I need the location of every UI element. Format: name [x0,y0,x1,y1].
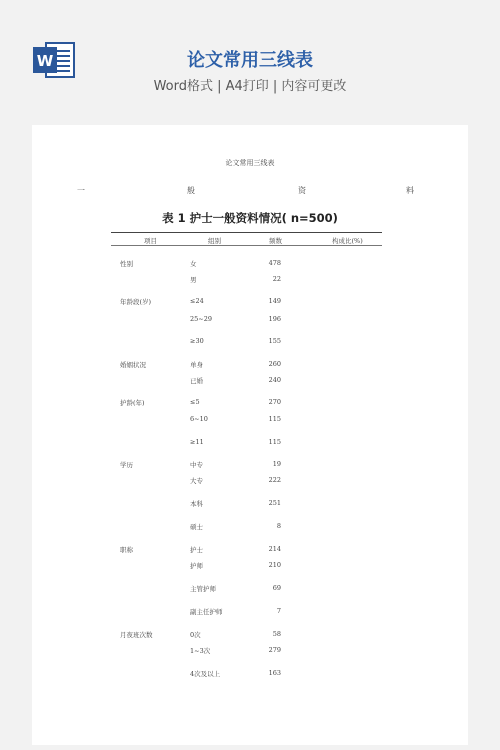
table-cell-frequency: 58 [272,630,281,638]
table-cell-frequency: 478 [268,259,281,267]
table-cell-frequency: 69 [272,584,281,592]
document-page [32,125,468,745]
document-title: 论文常用三线表 [225,159,275,167]
table-cell-frequency: 7 [276,607,281,615]
svg-text:W: W [36,52,54,70]
spread-char-2: 般 [187,186,195,195]
table-cell-item: 职称 [120,546,133,554]
table-cell-frequency: 279 [268,646,281,654]
table-cell-frequency: 8 [276,522,281,530]
table-cell-group: 4次及以上 [190,670,221,678]
table-cell-frequency: 163 [268,669,281,677]
table-cell-group: 护士 [190,546,203,554]
page-title: 论文常用三线表 [187,50,313,71]
table-cell-item: 性别 [120,260,133,268]
table-cell-group: ≤5 [190,398,200,406]
table-cell-group: ≤24 [190,297,204,305]
table-cell-frequency: 155 [268,337,281,345]
table-cell-frequency: 251 [268,499,281,507]
table-cell-frequency: 260 [268,360,281,368]
table-cell-group: 女 [190,260,197,268]
table-cell-item: 婚姻状况 [120,361,146,369]
table-cell-group: 0次 [190,631,201,639]
table-cell-group: ≥30 [190,337,204,345]
spread-char-1: 一 [77,186,85,195]
spread-char-3: 资 [298,186,306,195]
table-cell-group: ≥11 [190,438,204,446]
column-header-item: 项目 [144,237,157,245]
table-cell-group: 25~29 [190,315,212,323]
spread-char-4: 料 [406,186,414,195]
column-header-frequency: 频数 [269,237,282,245]
table-cell-group: 主管护师 [190,585,216,593]
table-cell-frequency: 222 [268,476,281,484]
table-cell-item: 年龄段(岁) [120,298,152,306]
table-cell-group: 硕士 [190,523,203,531]
table-cell-frequency: 196 [268,315,281,323]
table-cell-frequency: 19 [272,460,281,468]
table-header-rule [111,245,382,246]
table-cell-group: 单身 [190,361,203,369]
table-top-rule [111,232,382,233]
table-cell-group: 护师 [190,562,203,570]
table-caption: 表 1 护士一般资料情况( n=500) [162,211,338,225]
table-cell-item: 月夜班次数 [120,631,153,639]
page-header [0,0,500,110]
table-cell-group: 男 [190,276,197,284]
table-cell-frequency: 214 [268,545,281,553]
table-cell-group: 本科 [190,500,203,508]
column-header-ratio: 构成比(%) [332,237,363,245]
table-cell-group: 1~3次 [190,647,211,655]
table-cell-frequency: 240 [268,376,281,384]
table-cell-item: 护龄(年) [120,399,145,407]
table-cell-frequency: 115 [268,415,281,423]
table-cell-group: 副主任护师 [190,608,223,616]
table-cell-group: 中专 [190,461,203,469]
table-cell-frequency: 115 [268,438,281,446]
table-cell-frequency: 149 [268,297,281,305]
table-cell-frequency: 22 [272,275,281,283]
table-cell-frequency: 210 [268,561,281,569]
page-subtitle: Word格式 | A4打印 | 内容可更改 [153,79,347,94]
table-cell-group: 已婚 [190,377,203,385]
table-cell-group: 6~10 [190,415,208,423]
column-header-group: 组别 [208,237,221,245]
table-cell-item: 学历 [120,461,133,469]
table-cell-group: 大专 [190,477,203,485]
table-cell-frequency: 270 [268,398,281,406]
